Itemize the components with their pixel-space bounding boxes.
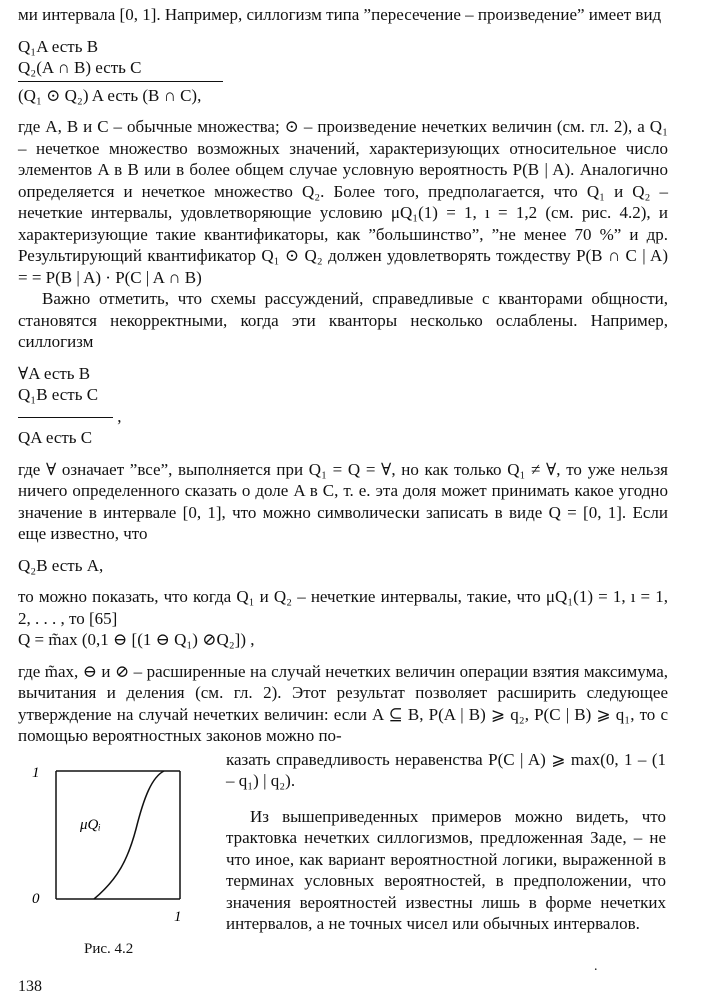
y-tick-bottom: 0 xyxy=(32,890,40,907)
figure-section xyxy=(18,749,668,984)
figure-4-2 xyxy=(18,749,208,984)
figure-caption: Рис. 4.2 xyxy=(84,940,134,957)
paragraph-1: где A, B и C – обычные множества; ⊙ – произведение нечетких величин (см. гл. 2), а Q₁ – нечеткое множество возможных значений, характеризующих относительное число элементов A в B или в более общем случае условную вероятность P(B | A). Аналогично определяется и нечеткое множество Q₂. Более того, предполагается, что Q₁ и Q₂ – нечеткие интервалы, удовлетворяющие условию μQ₁(1) = 1, ı = 1,2 (см. рис. 4.2), и характеризующие такие квантификаторы, как ”большинство”, ”не менее 70 %” и др. Результирующий квантификатор Q₁ ⊙ Q₂ должен удовлетворять тождеству P(B ∩ C | A) = = P(B | A) · P(C | A ∩ B) xyxy=(18,117,668,287)
paragraph-0: ми интервала [0, 1]. Например, силлогизм типа ”пересечение – произведение” имеет вид xyxy=(18,5,662,24)
y-tick-top: 1 xyxy=(32,764,40,781)
x-tick-right: 1 xyxy=(174,908,182,925)
paragraph-3: где ∀ означает ”все”, выполняется при Q₁ = Q = ∀, но как только Q₁ ≠ ∀, то уже нельзя ничего определенного сказать о доле A в C, т. е. эта доля может принимать какое угодно значение в интервале [0, 1], что можно символически записать в виде Q = [0, 1]. Если еще известно, что xyxy=(18,459,668,543)
syllogism-1-conclusion: (Q₁ ⊙ Q₂) A есть (B ∩ C), xyxy=(18,85,202,105)
paragraph-5: где m̃ax, ⊖ и ⊘ – расширенные на случай нечетких величин операции взятия максимума, вычитания и деления (см. гл. 2). Этот результат позволяет расширить следующее утверждение на случай нечетких величин: если A ⊆ B, P(A | B) ⩾ q₂, P(C | B) ⩾ q₁, то с помощью вероятностных законов можно по- xyxy=(18,661,668,745)
stray-dot: . xyxy=(594,959,598,974)
membership-curve xyxy=(94,771,164,899)
syllogism-1-premise-2: Q₂(A ∩ B) есть C xyxy=(18,58,142,77)
syllogism-2-premise-1: ∀A есть B xyxy=(18,363,91,383)
formula-q: Q = m̃ax (0,1 ⊖ [(1 ⊖ Q₁) ⊘Q₂]) , xyxy=(18,630,255,649)
syllogism-2-conclusion: QA есть C xyxy=(18,428,93,447)
syllogism-2-premise-2: Q₁B есть C xyxy=(18,385,99,404)
syllogism-2-rule-row xyxy=(18,406,668,428)
syllogism-2-rule xyxy=(18,417,113,418)
syllogism-2-comma: , xyxy=(117,406,122,426)
syllogism-2 xyxy=(18,363,668,449)
paragraph-6: казать справедливость неравенства P(C | A) ⩾ max(0, 1 – (1 – q₁) | q₂). xyxy=(226,749,666,790)
page-body xyxy=(18,4,668,984)
figure-side-text xyxy=(226,749,666,935)
page-number: 138 xyxy=(18,978,42,995)
statement-q2: Q₂B есть A, xyxy=(18,555,104,575)
paragraph-4: то можно показать, что когда Q₁ и Q₂ – нечеткие интервалы, такие, что μQ₁(1) = 1, ı = 1, 2, . . . , то [65] xyxy=(18,587,668,628)
syllogism-1 xyxy=(18,36,668,107)
curve-label: μQᵢ xyxy=(80,816,101,833)
paragraph-2: Важно отметить, что схемы рассуждений, справедливые с кванторами общности, становятся некорректными, когда эти кванторы несколько ослаблены. Например, силлогизм xyxy=(18,289,668,351)
syllogism-1-rule xyxy=(18,81,223,82)
paragraph-7: Из вышеприведенных примеров можно видеть, что трактовка нечетких силлогизмов, предложенная Заде, – не что иное, как вариант вероятностной логики, выраженной в терминах условных вероятностей, в предположении, что значения вероятностей известны лишь в форме нечетких интервалов, а не точных чисел или обычных интервалов. xyxy=(226,806,666,933)
syllogism-1-premise-1: Q₁A есть B xyxy=(18,36,99,56)
